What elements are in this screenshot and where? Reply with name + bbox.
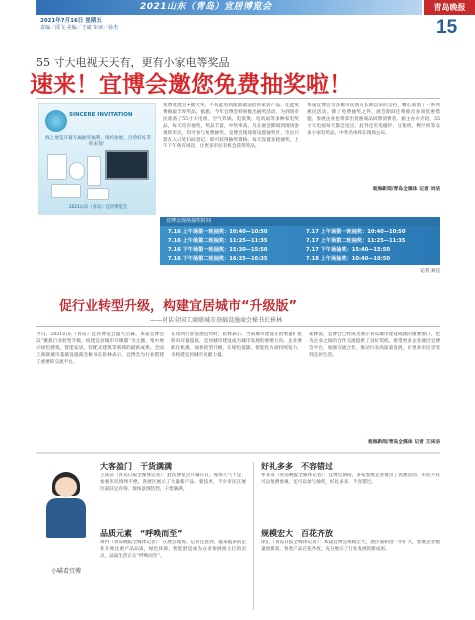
article2-subhead: ——对话全国工商联城市基础设施商会秘书长崔林	[150, 317, 283, 324]
column-body: 黄冉（青岛晚报全媒体记者）：在展会现场，记者注意到，越来越多的企业开始注重产品品质，绿色环保、智能舒适成为众多参展商主打的卖点，品质生活正在“呼唤而至”。	[100, 540, 246, 559]
issue-date: 2021年7月16日 星期五	[40, 18, 102, 24]
article1-column-2: 本届宜博会为答谢市民朋友长期以来的支持，精心策划了一系列惠民活动。除了免费抽奖之外，展会期间还将推出多项优惠措施，参展企业也将拿出优惠商品回馈消费者。据主办方介绍，55寸大电视每天都会送出，此外还有电磁炉、豆浆机、榨汁机等众多小家电奖品，中奖名单将在现场公布。	[307, 103, 440, 136]
lottery-schedule-box	[160, 217, 440, 265]
column-body: 牟菲菲（青岛晚报全媒体记者）：宜博会期间，多家参展企业推出了优惠活动，市民不仅可以免费参观，还可以参与抽奖，好礼多多，不容错过。	[261, 473, 440, 485]
column-body: 王沫洁（青岛日报全媒体记者）：此次博览会开幕首日，现场人气十足，参观市民络绎不绝。各展区展示了大量新产品、新技术，不少市民在展位前驻足咨询，现场氛围热烈，干货满满。	[100, 473, 246, 492]
schedule-item: 7.16 上午场第一轮抽奖：10:40—10:50	[168, 229, 268, 235]
article2-column-1: 今日，2021山东（青岛）宜居博览会盛大启幕。本届宜博会以“聚焦行业转型升级，构建宜居城市升级版”为主题，集中展示绿色建筑、智能家居、装配式建筑等领域的最新成果。全国工商联城市基础设施商会秘书长崔林表示，宜博会为行业搭建了重要的交流平台。	[36, 332, 164, 365]
article1-signature: 观海新闻/青岛全媒体 记者 刘洁	[372, 187, 440, 192]
article1-photo	[38, 103, 156, 215]
column-title: 品质元素 “呼唤而至”	[100, 529, 183, 538]
page-header	[0, 0, 475, 38]
article1-kicker: 55 寸大电视天天有，更有小家电等奖品	[36, 56, 230, 69]
appliance-fan-icon	[87, 156, 101, 186]
photo-brand: SINCERE INVITATION	[69, 112, 133, 118]
editors-line: 责编／邱飞 美编／王斌 审读／孙杰	[40, 25, 119, 31]
schedule-item: 7.17 上午场第二轮抽奖：11:25—11:35	[306, 238, 406, 244]
column-body: 徐汇（青岛日报全媒体记者）：本届宜博会规模宏大，展区面积进一步扩大，参展企业数量创新高，各类产品百花齐放，充分展示了行业发展的新成果。	[261, 540, 440, 552]
divider-line	[36, 98, 440, 99]
cartoon-reporter-avatar	[40, 472, 92, 552]
schedule-item: 7.18 上午场抽奖：10:40—10:50	[306, 256, 390, 262]
column-title: 规模宏大 百花齐放	[261, 529, 333, 538]
article1-headline: 速来！宜博会邀您免费抽奖啦！	[30, 72, 352, 98]
article2-signature: 观海新闻/青岛全媒体 记者 王沫洁	[367, 440, 440, 445]
schedule-item: 7.16 上午场第二轮抽奖：11:25—11:35	[168, 238, 268, 244]
banner-title: 2021山东（青岛）宜居博览会	[140, 2, 272, 12]
appliance-fryer-icon	[51, 184, 81, 198]
appliance-blender-icon	[87, 188, 109, 200]
column-title: 好礼多多 不容错过	[261, 462, 333, 471]
appliance-pot-icon	[69, 162, 85, 180]
schedule-title: 宜博会现场抽奖时间	[160, 217, 440, 226]
photo-footer-line: 2021山东（青岛）宜居博览会	[68, 205, 128, 210]
schedule-item: 7.16 下午场第二轮抽奖：16:25—16:35	[168, 256, 268, 262]
avatar-caption: 小喵看宜博	[50, 568, 81, 575]
schedule-item: 7.16 下午场第一轮抽奖：15:30—15:50	[168, 247, 268, 253]
schedule-reporter: 记者 刘洁	[420, 269, 440, 274]
paper-logo: 青岛晚报	[424, 0, 475, 15]
article1-column-1: 免费逛展会+抽大奖，不仅能看到最新最前沿的家居产品，还能免费抽取丰厚奖品。据悉，今年宜博会特别推出抽奖活动，为到场市民准备了55寸大电视、空气炸锅、电饭煲、电风扇等多种家电奖品，每天均有抽奖，奖品丰富，中奖率高。凡在展会期间到现场参观的市民，均可参与免费抽奖。宜博会现场将设置抽奖区，市民只需在入口处扫码登记，即可获得抽奖资格。每天设置多轮抽奖，上午下午各有场次，让更多市民有机会获得奖品。	[163, 103, 299, 150]
schedule-item: 7.17 下午场抽奖：15:40—15:50	[306, 247, 390, 253]
article2-headline: 促行业转型升级，构建宜居城市“升级版”	[59, 299, 298, 314]
photo-caption-line: 线上展览开幕专属抽奖福利，预约参展，百余好礼等你来领！	[45, 136, 151, 147]
appliance-cooker-icon	[47, 154, 67, 180]
column-divider	[253, 462, 254, 610]
schedule-item: 7.17 上午场第一轮抽奖：10:40—10:50	[306, 229, 406, 235]
television-icon	[105, 150, 149, 180]
avatar-face	[55, 477, 77, 497]
article2-column-3: 崔林说，宜博会已经成为展示青岛城市建设成就的重要窗口，也为企业之间的合作交流提供了良好契机。希望更多企业通过宜博会平台，加强交流合作，推动行业高质量发展，让更多市民享受到宜居生活。	[309, 332, 440, 358]
avatar-body	[46, 498, 86, 538]
divider-line	[36, 326, 440, 327]
column-title: 大客盈门 干货满满	[100, 462, 172, 471]
page-number: 15	[436, 17, 458, 38]
invitation-badge-icon	[45, 110, 67, 132]
article2-column-2: 在谈到行业发展趋势时，崔林表示，当前城市建设正由增量扩张转向存量提质，宜居城市建设成为城市发展的重要方向。企业要抓住机遇，加快转型升级，在绿色低碳、智能化方面持续发力，为构建宜居城市贡献力量。	[171, 332, 302, 358]
section-divider	[36, 452, 440, 454]
